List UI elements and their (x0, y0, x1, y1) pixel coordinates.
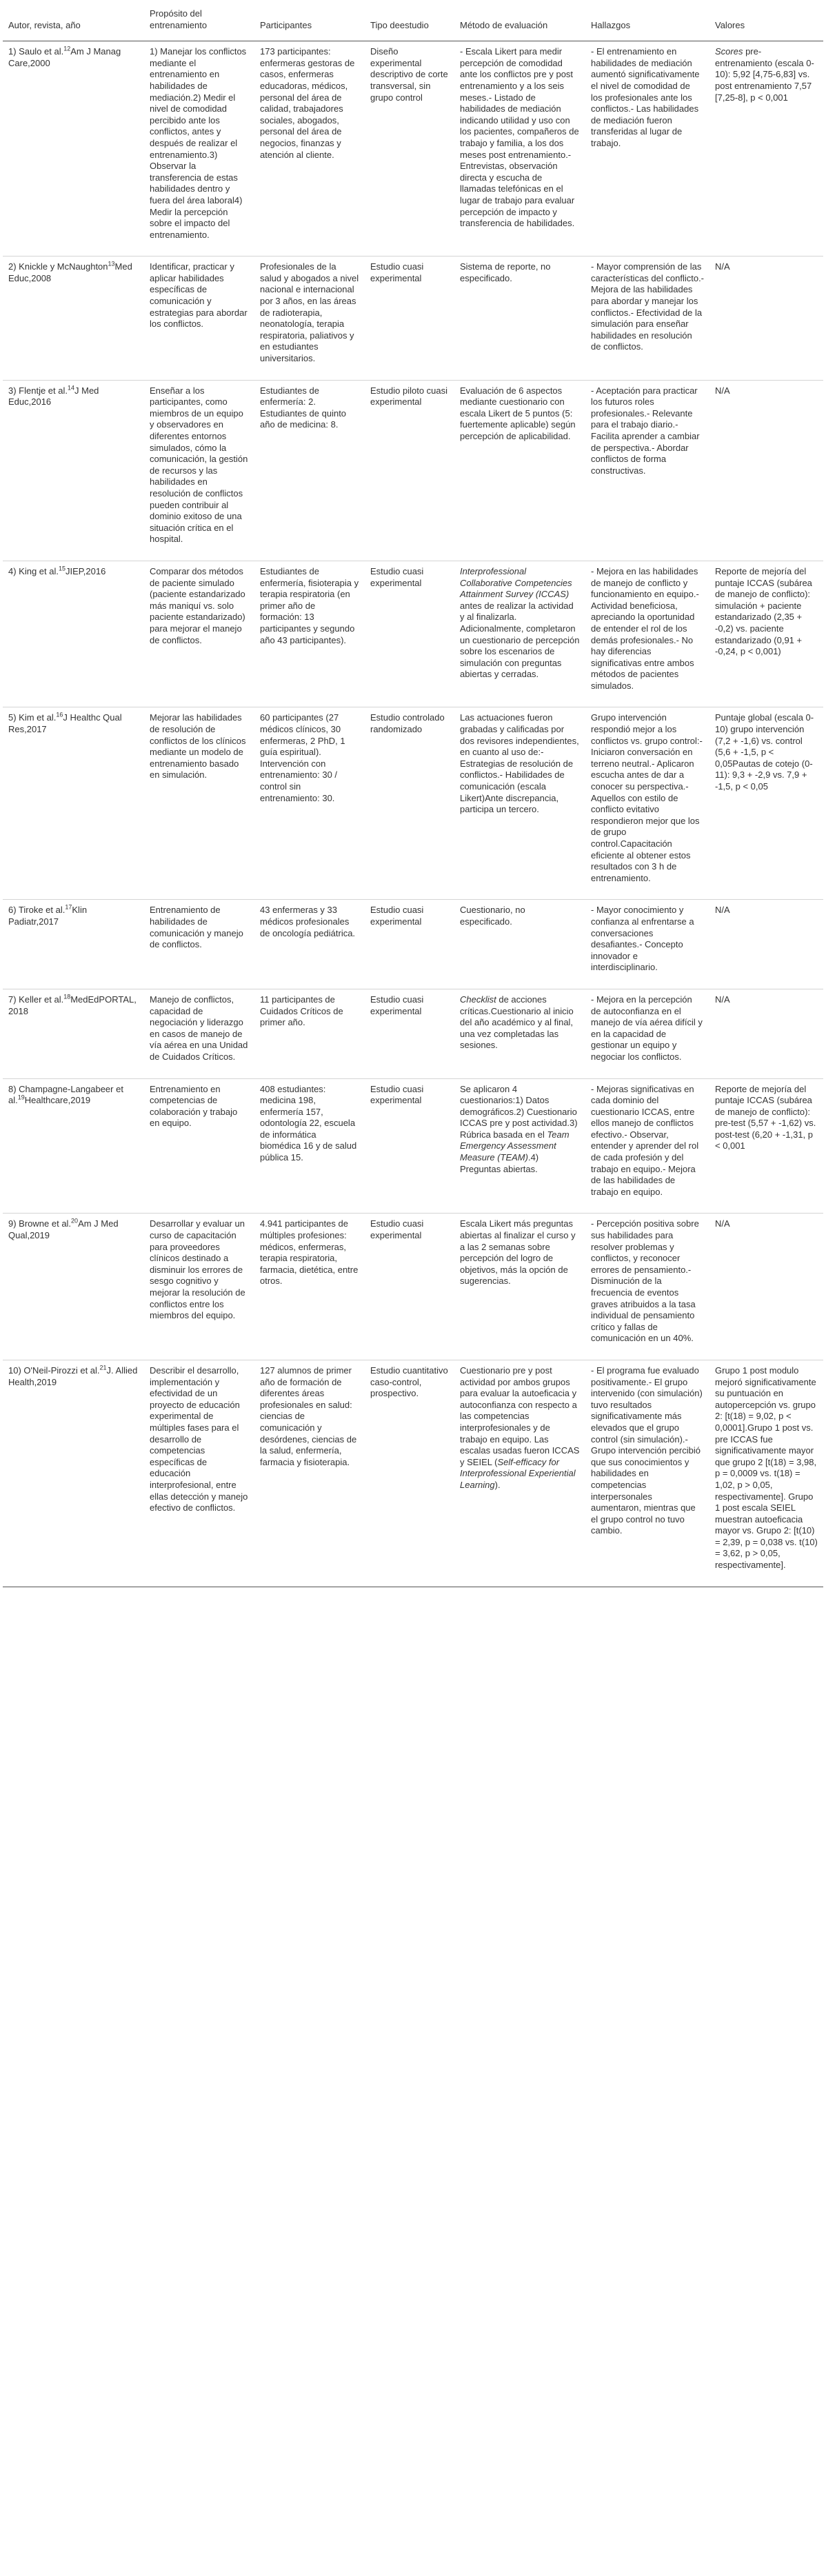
cell-purpose: Mejorar las habilidades de resolución de conflictos de los clínicos mediante un modelo de entrenamiento basado en simulación. (144, 707, 254, 900)
cell-findings: - El entrenamiento en habilidades de mediación aumentó significativamente el nivel de comodidad de los profesionales ante los conflictos.- Las habilidades de mediación fueron transferidas al lugar de trabajo. (585, 41, 709, 256)
cell-study-type: Estudio cuasi experimental (365, 900, 454, 989)
cell-values: Reporte de mejoría del puntaje ICCAS (subárea de manejo de conflicto): simulación + paciente estandarizado (2,35 + -0,2) vs. paciente estandarizado (0,91 + -0,24, p < 0,001) (709, 561, 823, 707)
cell-method: Checklist de acciones críticas.Cuestionario al inicio del año académico y al final, una vez completadas las sesiones. (454, 989, 585, 1078)
table-row (3, 989, 823, 1078)
cell-participants: 408 estudiantes: medicina 198, enfermería 157, odontología 22, escuela de informática biomédica 16 y de salud pública 15. (254, 1078, 365, 1214)
cell-study-type: Estudio cuasi experimental (365, 1078, 454, 1214)
cell-study-type: Estudio controlado randomizado (365, 707, 454, 900)
cell-method: Cuestionario, no especificado. (454, 900, 585, 989)
cell-purpose: Enseñar a los participantes, como miembros de un equipo y observadores en diferentes entornos simulados, cómo la comunicación, la gestión de recursos y las habilidades en resolución de conflictos pueden contribuir al dominio exitoso de una situación crítica en el hospital. (144, 380, 254, 561)
cell-study-type: Estudio cuasi experimental (365, 561, 454, 707)
cell-author: 4) King et al.$^{15}$JIEP,2016 (3, 561, 144, 707)
cell-findings: - Mayor conocimiento y confianza al enfrentarse a conversaciones desafiantes.- Concepto innovador e interdisciplinario. (585, 900, 709, 989)
cell-participants: Profesionales de la salud y abogados a nivel nacional e internacional por 3 años, en las áreas de radioterapia, neonatología, terapia respiratoria, paliativos y en estudiantes universitarios. (254, 256, 365, 380)
cell-participants: 11 participantes de Cuidados Críticos de primer año. (254, 989, 365, 1078)
table-row (3, 1078, 823, 1214)
header-findings: Hallazgos (585, 0, 709, 41)
cell-findings: - Aceptación para practicar los futuros roles profesionales.- Relevante para el trabajo diario.- Facilita aprender a cambiar de perspectiva.- Abordar conflictos de forma constructivas. (585, 380, 709, 561)
evidence-table (3, 0, 823, 1587)
table-row (3, 561, 823, 707)
cell-values: N/A (709, 256, 823, 380)
cell-values: Grupo 1 post modulo mejoró significativamente su puntuación en autopercepción vs. grupo 2: [t(18) = 9,02, p < 0,0001].Grupo 1 post vs. pre ICCAS fue significativamente mayor que grupo 2 [t(18) = 3,98, p = 0,0009 vs. t(18) = 1,02, p > 0,05, respectivamente]. Grupo 1 post escala SEIEL muestran autoeficacia mayor vs. Grupo 2: [t(10) = 2,39, p = 0,038 vs. t(10) = 3,62, p > 0,05, respectivamente]. (709, 1360, 823, 1587)
header-participants: Participantes (254, 0, 365, 41)
cell-participants: 127 alumnos de primer año de formación de diferentes áreas profesionales en salud: ciencias de comunicación y desórdenes, ciencias de la salud, enfermería, farmacia y fisioterapia. (254, 1360, 365, 1587)
cell-values: Reporte de mejoría del puntaje ICCAS (subárea de manejo de conflicto): pre-test (5,57 + -1,62) vs. post-test (6,20 + -1,31, p < 0,001 (709, 1078, 823, 1214)
cell-findings: - El programa fue evaluado positivamente.- El grupo intervenido (con simulación) tuvo resultados significativamente más elevados que el grupo control (sin simulación).- Grupo intervención percibió que sus conocimientos y habilidades en competencias interpersonales aumentaron, mientras que el grupo control no tuvo cambio. (585, 1360, 709, 1587)
cell-values: Puntaje global (escala 0-10) grupo intervención (7,2 + -1,6) vs. control (5,6 + -1,5, p < 0,05Pautas de cotejo (0-11): 9,3 + -2,9 vs. 7,9 + -1,5, p < 0,05 (709, 707, 823, 900)
cell-findings: - Mejoras significativas en cada dominio del cuestionario ICCAS, entre ellos manejo de conflictos efectivo.- Observar, entender y aprender del rol de cada profesión y del trabajo en equipo.- Mejora de las habilidades de trabajo en equipo. (585, 1078, 709, 1214)
cell-participants: 173 participantes: enfermeras gestoras de casos, enfermeras educadoras, médicos, personal del área de calidad, trabajadores sociales, abogados, personal del área de negocios, finanzas y atención al cliente. (254, 41, 365, 256)
cell-author: 2) Knickle y McNaughton$^{13}$Med Educ,2008 (3, 256, 144, 380)
header-row (3, 0, 823, 41)
cell-study-type: Estudio cuasi experimental (365, 256, 454, 380)
evidence-table-container (3, 0, 823, 1587)
cell-method: Sistema de reporte, no especificado. (454, 256, 585, 380)
table-row (3, 900, 823, 989)
cell-purpose: Entrenamiento de habilidades de comunicación y manejo de conflictos. (144, 900, 254, 989)
cell-study-type: Estudio piloto cuasi experimental (365, 380, 454, 561)
cell-purpose: Entrenamiento en competencias de colaboración y trabajo en equipo. (144, 1078, 254, 1214)
cell-study-type: Estudio cuasi experimental (365, 1214, 454, 1360)
table-row (3, 1214, 823, 1360)
cell-purpose: 1) Manejar los conflictos mediante el entrenamiento en habilidades de mediación.2) Medir el nivel de comodidad percibido ante los conflictos, antes y después de realizar el entrenamiento.3) Observar la transferencia de estas habilidades dentro y fuera del área laboral4) Medir la percepción sobre el impacto del entrenamiento. (144, 41, 254, 256)
table-header (3, 0, 823, 41)
cell-findings: Grupo intervención respondió mejor a los conflictos vs. grupo control:- Iniciaron conversación en terreno neutral.- Aplicaron escucha antes de dar a conocer su perspectiva.- Aquellos con estilo de conflicto evitativo respondieron mejor que los de grupo control.Capacitación eficiente al obtener estos resultados con 3 h de entrenamiento. (585, 707, 709, 900)
cell-author: 6) Tiroke et al.$^{17}$Klin Padiatr,2017 (3, 900, 144, 989)
cell-participants: Estudiantes de enfermería: 2. Estudiantes de quinto año de medicina: 8. (254, 380, 365, 561)
cell-method: Evaluación de 6 aspectos mediante cuestionario con escala Likert de 5 puntos (5: fuertemente aplicable) según percepción de aplicabilidad. (454, 380, 585, 561)
table-body (3, 41, 823, 1587)
cell-participants: 4.941 participantes de múltiples profesiones: médicos, enfermeras, terapia respiratoria, farmacia, dietética, entre otros. (254, 1214, 365, 1360)
header-study-type: Tipo deestudio (365, 0, 454, 41)
cell-findings: - Percepción positiva sobre sus habilidades para resolver problemas y conflictos, y reconocer errores de pensamiento.- Disminución de la frecuencia de eventos graves atribuidos a la tasa individual de pensamiento crítico y fallas de comunicación en un 40%. (585, 1214, 709, 1360)
cell-author: 1) Saulo et al.$^{12}$Am J Manag Care,2000 (3, 41, 144, 256)
cell-findings: - Mejora en la percepción de autoconfianza en el manejo de vía aérea difícil y en la capacidad de gestionar un equipo y negociar los conflictos. (585, 989, 709, 1078)
header-purpose: Propósito del entrenamiento (144, 0, 254, 41)
cell-author: 9) Browne et al.$^{20}$Am J Med Qual,2019 (3, 1214, 144, 1360)
cell-findings: - Mejora en las habilidades de manejo de conflicto y funcionamiento en equipo.- Actividad beneficiosa, apreciando la oportunidad de entender el rol de los demás profesionales.- No hay diferencias significativas entre ambos métodos de pacientes simulados. (585, 561, 709, 707)
cell-method: Cuestionario pre y post actividad por ambos grupos para evaluar la autoeficacia y autoconfianza con respecto a las competencias interprofesionales y de trabajo en equipo. Las escalas usadas fueron ICCAS y SEIEL (Self-efficacy for Interprofessional Experiential Learning). (454, 1360, 585, 1587)
cell-study-type: Diseño experimental descriptivo de corte transversal, sin grupo control (365, 41, 454, 256)
cell-values: N/A (709, 380, 823, 561)
header-author: Autor, revista, año (3, 0, 144, 41)
cell-values: Scores pre-entrenamiento (escala 0-10): 5,92 [4,75-6,83] vs. post entrenamiento 7,57 [7,25-8], p < 0,001 (709, 41, 823, 256)
table-row (3, 380, 823, 561)
header-values: Valores (709, 0, 823, 41)
cell-purpose: Comparar dos métodos de paciente simulado (paciente estandarizado más maniquí vs. solo paciente estandarizado) para mejorar el manejo de conflictos. (144, 561, 254, 707)
cell-purpose: Describir el desarrollo, implementación y efectividad de un proyecto de educación experimental de múltiples fases para el desarrollo de competencias específicas de educación interprofesional, entre ellas detección y manejo efectivo de conflictos. (144, 1360, 254, 1587)
cell-purpose: Manejo de conflictos, capacidad de negociación y liderazgo en casos de manejo de vía aérea en una Unidad de Cuidados Críticos. (144, 989, 254, 1078)
cell-participants: 60 participantes (27 médicos clínicos, 30 enfermeras, 2 PhD, 1 guía espiritual). Intervención con entrenamiento: 30 / control sin entrenamiento: 30. (254, 707, 365, 900)
cell-participants: 43 enfermeras y 33 médicos profesionales de oncología pediátrica. (254, 900, 365, 989)
cell-author: 3) Flentje et al.$^{14}$J Med Educ,2016 (3, 380, 144, 561)
cell-findings: - Mayor comprensión de las características del conflicto.- Mejora de las habilidades para abordar y manejar los conflictos.- Efectividad de la simulación para enseñar habilidades en resolución de conflictos. (585, 256, 709, 380)
cell-purpose: Identificar, practicar y aplicar habilidades específicas de comunicación y estrategias para abordar los conflictos. (144, 256, 254, 380)
cell-participants: Estudiantes de enfermería, fisioterapia y terapia respiratoria (en primer año de formación: 13 participantes y segundo año 43 participantes). (254, 561, 365, 707)
cell-author: 7) Keller et al.$^{18}$MedEdPORTAL, 2018 (3, 989, 144, 1078)
table-row (3, 256, 823, 380)
cell-method: Las actuaciones fueron grabadas y calificadas por dos revisores independientes, en cuanto al uso de:- Estrategias de resolución de conflictos.- Habilidades de comunicación (escala Likert)Ante discrepancia, participa un tercero. (454, 707, 585, 900)
header-method: Método de evaluación (454, 0, 585, 41)
cell-author: 8) Champagne-Langabeer et al.$^{19}$Healthcare,2019 (3, 1078, 144, 1214)
table-row (3, 1360, 823, 1587)
cell-study-type: Estudio cuantitativo caso-control, prospectivo. (365, 1360, 454, 1587)
cell-purpose: Desarrollar y evaluar un curso de capacitación para proveedores clínicos destinado a disminuir los errores de sesgo cognitivo y mejorar la resolución de conflictos entre los miembros del equipo. (144, 1214, 254, 1360)
cell-values: N/A (709, 1214, 823, 1360)
table-row (3, 707, 823, 900)
cell-method: Escala Likert más preguntas abiertas al finalizar el curso y a las 2 semanas sobre percepción del logro de objetivos, más la opción de sugerencias. (454, 1214, 585, 1360)
cell-values: N/A (709, 900, 823, 989)
cell-author: 5) Kim et al.$^{16}$J Healthc Qual Res,2017 (3, 707, 144, 900)
cell-author: 10) O'Neil-Pirozzi et al.$^{21}$J. Allied Health,2019 (3, 1360, 144, 1587)
table-row (3, 41, 823, 256)
cell-method: Interprofessional Collaborative Competencies Attainment Survey (ICCAS) antes de realizar la actividad y al finalizarla. Adicionalmente, completaron un cuestionario de percepción sobre los escenarios de simulación con preguntas abiertas y cerradas. (454, 561, 585, 707)
cell-method: Se aplicaron 4 cuestionarios:1) Datos demográficos.2) Cuestionario ICCAS pre y post actividad.3) Rúbrica basada en el Team Emergency Assessment Measure (TEAM).4) Preguntas abiertas. (454, 1078, 585, 1214)
cell-method: - Escala Likert para medir percepción de comodidad ante los conflictos pre y post entrenamiento y a los seis meses.- Listado de habilidades de mediación indicando utilidad y uso con los pacientes, compañeros de trabajo y familia, a los dos meses post entrenamiento.- Entrevistas, observación directa y escucha de llamadas telefónicas en el lugar de trabajo para evaluar percepción de impacto y transferencia de habilidades. (454, 41, 585, 256)
cell-study-type: Estudio cuasi experimental (365, 989, 454, 1078)
cell-values: N/A (709, 989, 823, 1078)
